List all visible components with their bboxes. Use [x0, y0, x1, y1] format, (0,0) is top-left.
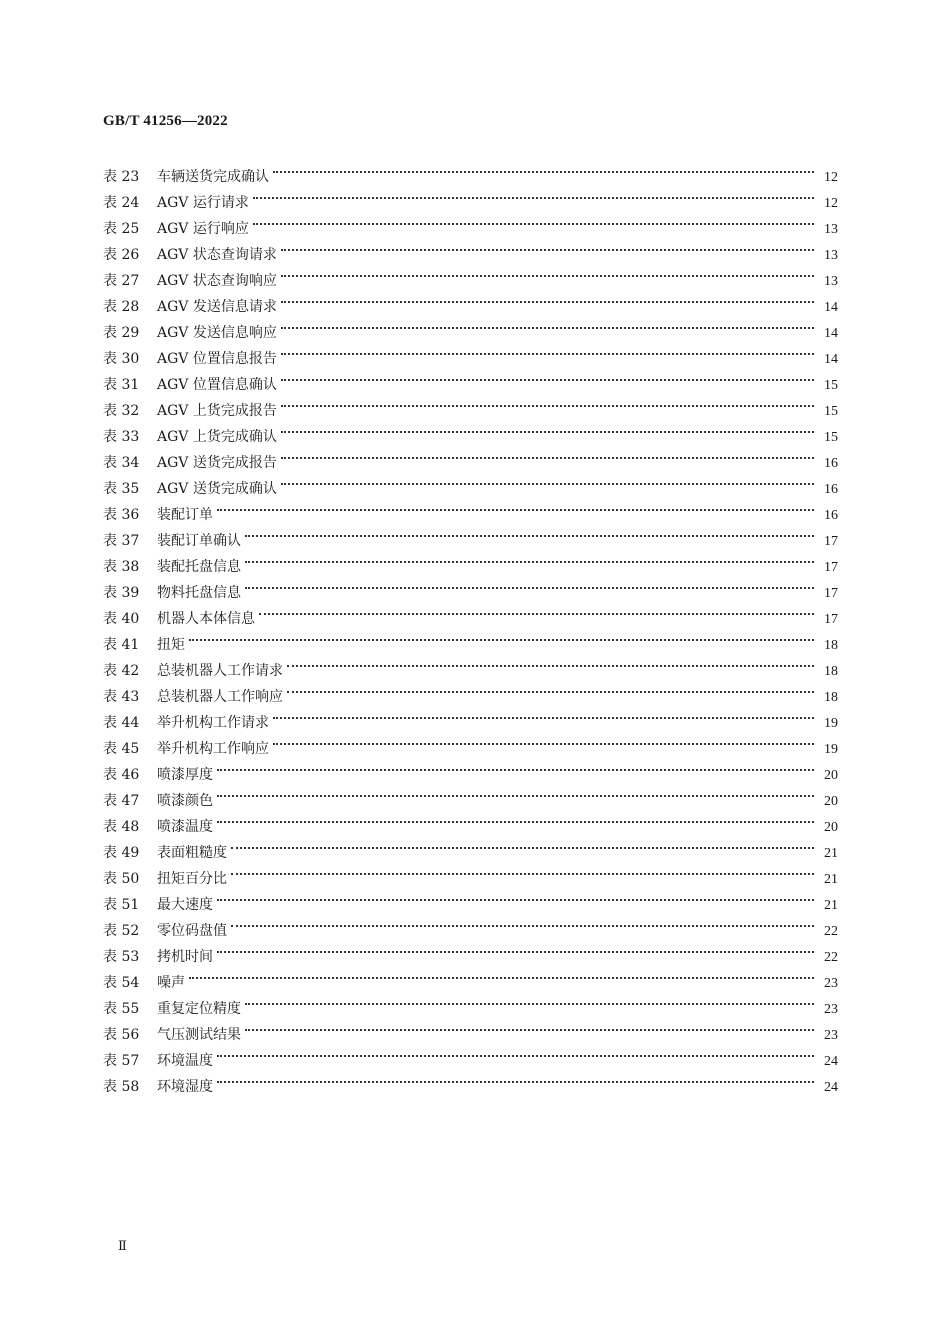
toc-dot-leader — [281, 415, 814, 441]
toc-entry-page: 14 — [824, 326, 838, 341]
toc-dot-leader — [281, 233, 814, 259]
toc-entry-label: 表 29 — [103, 325, 140, 341]
toc-dot-leader — [281, 311, 814, 337]
toc-entry-page: 18 — [824, 664, 838, 679]
toc-entry-page: 14 — [824, 300, 838, 315]
toc-entry-label: 表 41 — [103, 637, 140, 653]
toc-entry-page: 13 — [824, 274, 838, 289]
toc-entry-title: 拷机时间 — [157, 949, 213, 965]
toc-entry-page: 23 — [824, 976, 838, 991]
toc-entry-title: 环境温度 — [157, 1053, 213, 1069]
toc-dot-leader — [245, 1013, 814, 1039]
toc-entry-page: 15 — [824, 430, 838, 445]
toc-entry-label: 表 57 — [103, 1053, 140, 1069]
toc-entry-title: AGV 送货完成报告 — [157, 455, 277, 471]
toc-entry-label: 表 51 — [103, 897, 140, 913]
toc-entry-title: 喷漆温度 — [157, 819, 213, 835]
table-of-contents — [103, 155, 838, 1095]
toc-entry-page: 20 — [824, 794, 838, 809]
toc-entry-title: 总装机器人工作请求 — [157, 663, 283, 679]
toc-entry-title: 喷漆厚度 — [157, 767, 213, 783]
toc-entry[interactable] — [103, 909, 838, 939]
toc-dot-leader — [217, 753, 814, 779]
toc-dot-leader — [273, 155, 814, 181]
toc-dot-leader — [281, 337, 814, 363]
toc-entry-title: AGV 发送信息请求 — [157, 299, 277, 315]
toc-entry-label: 表 24 — [103, 195, 140, 211]
toc-entry[interactable] — [103, 961, 838, 991]
toc-entry-label: 表 36 — [103, 507, 140, 523]
toc-entry-label: 表 49 — [103, 845, 140, 861]
toc-entry-label: 表 33 — [103, 429, 140, 445]
toc-entry[interactable] — [103, 831, 838, 861]
toc-entry-page: 19 — [824, 716, 838, 731]
toc-entry-label: 表 56 — [103, 1027, 140, 1043]
toc-dot-leader — [217, 1065, 814, 1091]
toc-entry-page: 12 — [824, 170, 838, 185]
toc-entry-title: 物料托盘信息 — [157, 585, 241, 601]
toc-dot-leader — [273, 701, 814, 727]
toc-entry-page: 17 — [824, 560, 838, 575]
toc-entry-title: 扭矩 — [157, 637, 185, 653]
toc-entry-title: AGV 运行响应 — [157, 221, 249, 237]
toc-entry-page: 19 — [824, 742, 838, 757]
toc-dot-leader — [189, 961, 814, 987]
toc-entry-page: 18 — [824, 638, 838, 653]
toc-entry[interactable] — [103, 987, 838, 1017]
toc-dot-leader — [287, 649, 814, 675]
toc-entry-page: 23 — [824, 1028, 838, 1043]
toc-dot-leader — [245, 571, 814, 597]
toc-entry-label: 表 25 — [103, 221, 140, 237]
toc-entry-title: 气压测试结果 — [157, 1027, 241, 1043]
toc-entry-label: 表 58 — [103, 1079, 140, 1095]
toc-entry-label: 表 32 — [103, 403, 140, 419]
toc-entry-title: 噪声 — [157, 975, 185, 991]
toc-entry-title: 装配订单 — [157, 507, 213, 523]
toc-entry-label: 表 37 — [103, 533, 140, 549]
toc-entry-page: 15 — [824, 378, 838, 393]
toc-entry-label: 表 48 — [103, 819, 140, 835]
toc-entry-label: 表 40 — [103, 611, 140, 627]
toc-dot-leader — [253, 181, 814, 207]
toc-entry-page: 24 — [824, 1054, 838, 1069]
toc-entry[interactable] — [103, 155, 838, 185]
toc-entry-page: 13 — [824, 248, 838, 263]
toc-entry-title: 装配订单确认 — [157, 533, 241, 549]
toc-entry-title: 扭矩百分比 — [157, 871, 227, 887]
toc-entry-label: 表 45 — [103, 741, 140, 757]
toc-entry-title: 车辆送货完成确认 — [157, 169, 269, 185]
toc-entry-page: 17 — [824, 612, 838, 627]
toc-entry-label: 表 42 — [103, 663, 140, 679]
toc-entry-page: 16 — [824, 482, 838, 497]
toc-dot-leader — [245, 987, 814, 1013]
toc-dot-leader — [217, 1039, 814, 1065]
toc-dot-leader — [217, 779, 814, 805]
toc-dot-leader — [281, 441, 814, 467]
toc-entry-title: AGV 状态查询响应 — [157, 273, 277, 289]
toc-entry[interactable] — [103, 779, 838, 809]
toc-entry-label: 表 53 — [103, 949, 140, 965]
toc-entry-label: 表 52 — [103, 923, 140, 939]
toc-entry-title: 举升机构工作请求 — [157, 715, 269, 731]
toc-dot-leader — [231, 857, 814, 883]
toc-entry[interactable] — [103, 805, 838, 835]
toc-dot-leader — [281, 285, 814, 311]
toc-dot-leader — [231, 831, 814, 857]
toc-dot-leader — [217, 805, 814, 831]
toc-entry-label: 表 30 — [103, 351, 140, 367]
toc-dot-leader — [273, 727, 814, 753]
toc-entry-title: AGV 位置信息报告 — [157, 351, 277, 367]
toc-entry-page: 16 — [824, 508, 838, 523]
toc-entry-label: 表 27 — [103, 273, 140, 289]
toc-entry-page: 20 — [824, 820, 838, 835]
toc-entry-title: 环境湿度 — [157, 1079, 213, 1095]
toc-entry-label: 表 35 — [103, 481, 140, 497]
toc-entry-title: 喷漆颜色 — [157, 793, 213, 809]
toc-entry-page: 21 — [824, 846, 838, 861]
toc-entry-label: 表 46 — [103, 767, 140, 783]
toc-entry-title: 装配托盘信息 — [157, 559, 241, 575]
page-number: Ⅱ — [118, 1238, 127, 1253]
toc-entry-label: 表 54 — [103, 975, 140, 991]
toc-entry-page: 12 — [824, 196, 838, 211]
toc-entry-page: 15 — [824, 404, 838, 419]
toc-entry-title: AGV 状态查询请求 — [157, 247, 277, 263]
toc-entry[interactable] — [103, 623, 838, 653]
toc-entry-page: 21 — [824, 872, 838, 887]
toc-dot-leader — [217, 935, 814, 961]
toc-entry[interactable] — [103, 519, 838, 549]
toc-entry-title: AGV 送货完成确认 — [157, 481, 277, 497]
toc-entry-page: 22 — [824, 924, 838, 939]
toc-entry-page: 22 — [824, 950, 838, 965]
toc-entry-title: 重复定位精度 — [157, 1001, 241, 1017]
toc-dot-leader — [281, 389, 814, 415]
toc-dot-leader — [217, 883, 814, 909]
toc-entry-title: 总装机器人工作响应 — [157, 689, 283, 705]
toc-entry-title: 最大速度 — [157, 897, 213, 913]
toc-entry-page: 23 — [824, 1002, 838, 1017]
toc-entry-title: 零位码盘值 — [157, 923, 227, 939]
toc-dot-leader — [231, 909, 814, 935]
toc-dot-leader — [281, 467, 814, 493]
toc-entry-page: 24 — [824, 1080, 838, 1095]
toc-entry-label: 表 34 — [103, 455, 140, 471]
toc-entry-title: 机器人本体信息 — [157, 611, 255, 627]
toc-entry-title: AGV 上货完成确认 — [157, 429, 277, 445]
toc-entry-label: 表 38 — [103, 559, 140, 575]
toc-entry-page: 21 — [824, 898, 838, 913]
standard-number: GB/T 41256—2022 — [103, 113, 228, 129]
toc-entry-page: 18 — [824, 690, 838, 705]
toc-entry-label: 表 39 — [103, 585, 140, 601]
toc-dot-leader — [281, 363, 814, 389]
toc-entry-title: AGV 位置信息确认 — [157, 377, 277, 393]
toc-entry-title: AGV 上货完成报告 — [157, 403, 277, 419]
toc-dot-leader — [245, 545, 814, 571]
toc-entry-page: 17 — [824, 534, 838, 549]
toc-entry-label: 表 28 — [103, 299, 140, 315]
toc-dot-leader — [245, 519, 814, 545]
toc-entry-label: 表 50 — [103, 871, 140, 887]
toc-entry-page: 17 — [824, 586, 838, 601]
toc-entry-page: 20 — [824, 768, 838, 783]
toc-entry-title: 表面粗糙度 — [157, 845, 227, 861]
toc-entry-label: 表 31 — [103, 377, 140, 393]
toc-dot-leader — [287, 675, 814, 701]
toc-entry-label: 表 44 — [103, 715, 140, 731]
toc-entry[interactable] — [103, 649, 838, 679]
toc-entry-label: 表 43 — [103, 689, 140, 705]
toc-dot-leader — [189, 623, 814, 649]
toc-entry-title: 举升机构工作响应 — [157, 741, 269, 757]
toc-entry-page: 16 — [824, 456, 838, 471]
toc-dot-leader — [253, 207, 814, 233]
toc-entry-title: AGV 发送信息响应 — [157, 325, 277, 341]
toc-entry-label: 表 47 — [103, 793, 140, 809]
toc-dot-leader — [259, 597, 814, 623]
toc-entry-page: 14 — [824, 352, 838, 367]
toc-entry-page: 13 — [824, 222, 838, 237]
toc-entry-label: 表 23 — [103, 169, 140, 185]
toc-entry-title: AGV 运行请求 — [157, 195, 249, 211]
toc-entry-label: 表 26 — [103, 247, 140, 263]
toc-entry[interactable] — [103, 1065, 838, 1095]
toc-entry-label: 表 55 — [103, 1001, 140, 1017]
toc-dot-leader — [281, 259, 814, 285]
toc-dot-leader — [217, 493, 814, 519]
